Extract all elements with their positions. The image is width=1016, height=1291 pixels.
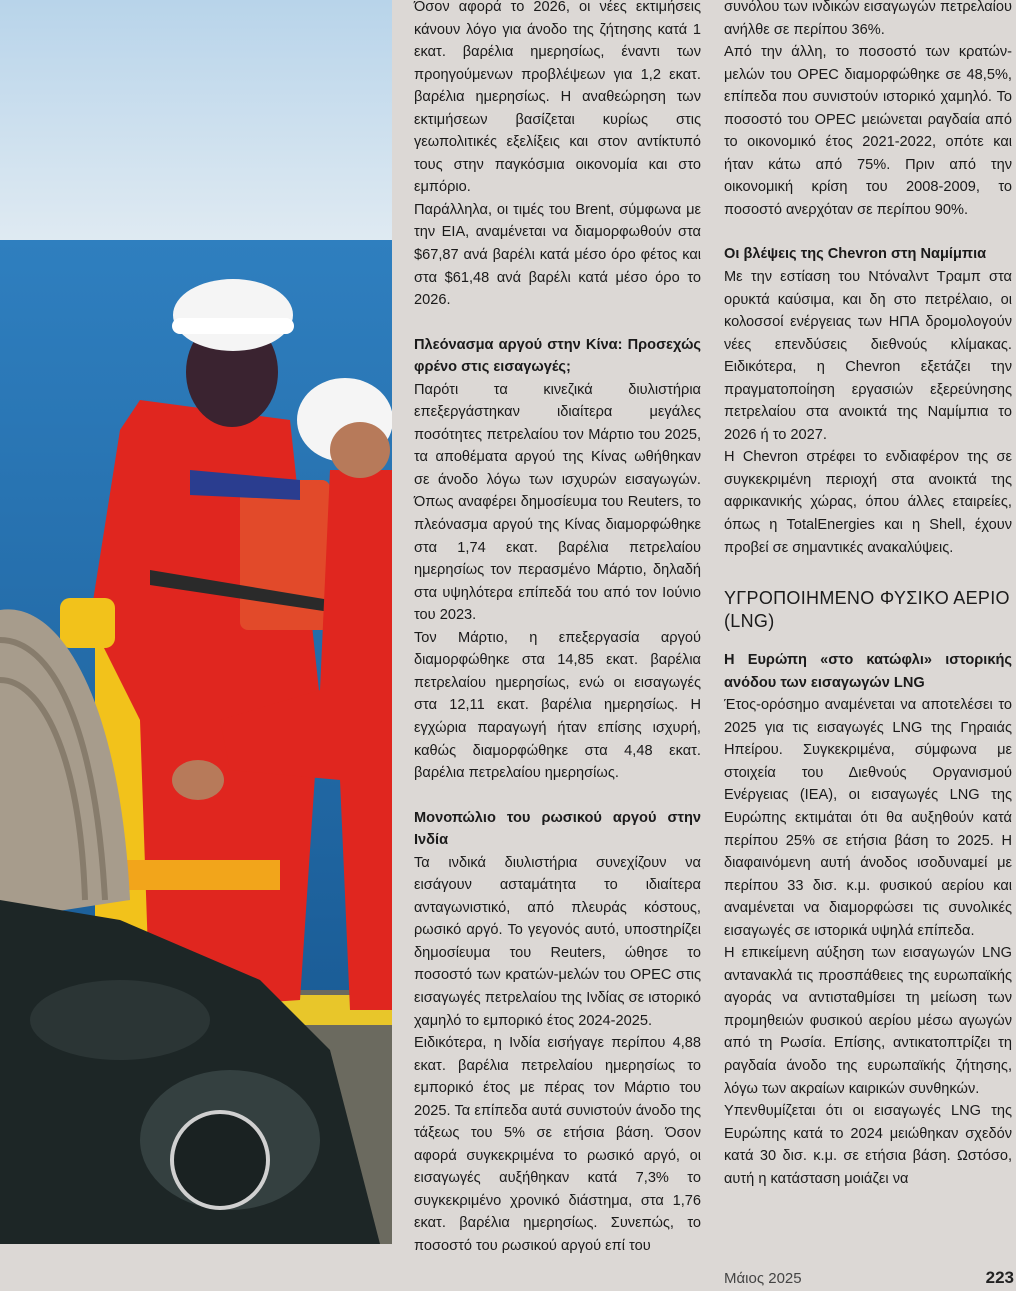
page-number: 223 xyxy=(985,1268,1014,1287)
subheading: Πλεόνασμα αργού στην Κίνα: Προσεχώς φρένο στις εισαγωγές; xyxy=(414,336,701,376)
paragraph: Η επικείμενη αύξηση των εισαγωγών LNG αντανακλά τις προσπάθειες της ευρωπαϊκής αγοράς να αντισταθμίσει τη μείωση των προμηθειών φυσικού αερίου μέσω αγωγών από τη Ρωσία. Επίσης, αντικατοπτρίζει τη ραγδαία άνοδο της ευρωπαϊκής ζήτησης, λόγω των ακραίων καιρικών συνθηκών. xyxy=(724,945,1012,1097)
paragraph: συνόλου των ινδικών εισαγωγών πετρελαίου ανήλθε σε περίπου 36%. xyxy=(724,0,1012,38)
subheading: Η Ευρώπη «στο κατώφλι» ιστορικής ανόδου των εισαγωγών LNG xyxy=(724,652,1012,691)
paragraph: Τον Μάρτιο, η επεξεργασία αργού διαμορφώθηκε στα 14,85 εκατ. βαρέλια πετρελαίου ημερησίως, ενώ οι εισαγωγές στα 12,11 εκατ. βαρέλια ημερησίως. Η εγχώρια παραγωγή ήταν επίσης ισχυρή, καθώς διαμορφώθηκε στα 4,48 εκατ. βαρέλια πετρελαίου ημερησίως. xyxy=(414,629,701,782)
paragraph: Υπενθυμίζεται ότι οι εισαγωγές LNG της Ευρώπης κατά το 2024 μειώθηκαν σχεδόν κατά 30 δισ. κ.μ. σε ετήσια βάση. Ωστόσο, αυτή η κατάσταση μοιάζει να xyxy=(724,1103,1012,1187)
paragraph: Ειδικότερα, η Ινδία εισήγαγε περίπου 4,88 εκατ. βαρέλια πετρελαίου ημερησίως το εμπορικό έτος με πέρας τον Μάρτιο του 2025. Τα επίπεδα αυτά συνιστούν άνοδο της τάξεως του 5% σε ετήσια βάση. Όσον αφορά συγκεκριμένα το ρωσικό αργό, οι εισαγωγές αυξήθηκαν κατά 7,3% το συγκεκριμένο χρονικό διάστημα, στα 1,76 εκατ. βαρέλια ημερησίως. Συνεπώς, το ποσοστό του ρωσικού αργού επί του xyxy=(414,1035,701,1254)
subheading: Μονοπώλιο του ρωσικού αργού στην Ινδία xyxy=(414,809,701,849)
subheading: Οι βλέψεις της Chevron στη Ναμίμπια xyxy=(724,246,987,263)
paragraph: Παράλληλα, οι τιμές του Brent, σύμφωνα με την EIA, αναμένεται να διαμορφωθούν στα $67,87 ανά βαρέλι κατά μέσο όρο φέτος και στα $61,48 ανά βαρέλι κατά μέσο όρο το 2026. xyxy=(414,201,701,309)
paragraph: Παρότι τα κινεζικά διυλιστήρια επεξεργάστηκαν ιδιαίτερα μεγάλες ποσότητες πετρελαίου τον Μάρτιο του 2025, τα αποθέματα αργού της Κίνας ωθήθηκαν σε άνοδο λόγω των ισχυρών εισαγωγών. Όπως αναφέρει δημοσίευμα του Reuters, το πλεόνασμα αργού της Κίνας διαμορφώθηκε στα 1,74 εκατ. βαρέλια πετρελαίου ημερησίως τον περασμένο Μάρτιο, δηλαδή στα υψηλότερα επίπεδά του από τον Ιούνιο του 2023. xyxy=(414,381,701,624)
sky xyxy=(0,0,392,240)
article-column-2 xyxy=(724,0,1012,1190)
issue-date: Μάιος 2025 xyxy=(724,1270,802,1287)
paragraph: Τα ινδικά διυλιστήρια συνεχίζουν να εισάγουν ασταμάτητα το ιδιαίτερα ανταγωνιστικό, από πλευράς κόστους, ρωσικό αργό. Το γεγονός αυτό, υποστηρίζει δημοσίευμα του Reuters, ώθησε το ποσοστό των κρατών-μελών του OPEC στις εισαγωγές πετρελαίου της Ινδίας σε ιστορικό χαμηλό το εμπορικό έτος 2024-2025. xyxy=(414,854,701,1029)
paragraph: Όσον αφορά το 2026, οι νέες εκτιμήσεις κάνουν λόγο για άνοδο της ζήτησης κατά 1 εκατ. βαρέλια ημερησίως, έναντι των προηγούμενων προβλέψεων για 1,2 εκατ. βαρέλια ημερησίως. Η αναθεώρηση των εκτιμήσεων βασίζεται κυρίως στις γεωπολιτικές εξελίξεις και στον αντίκτυπό τους στην παγκόσμια οικονομία και στο εμπόριο. xyxy=(414,0,701,196)
offshore-workers-photo xyxy=(0,0,392,1244)
paragraph: Από την άλλη, το ποσοστό των κρατών-μελών του OPEC διαμορφώθηκε σε 48,5%, επίπεδα που συνιστούν ιστορικό χαμηλό. Το ποσοστό του OPEC μειώνεται ραγδαία από το οικονομικό έτος 2021-2022, οπότε και ήταν κάτω από 75%. Πριν από την οικονομική κρίση του 2008-2009, το ποσοστό ανερχόταν σε περίπου 90%. xyxy=(724,44,1012,218)
article-column-1 xyxy=(414,0,701,1258)
paragraph: Η Chevron στρέφει το ενδιαφέρον της σε συγκεκριμένη περιοχή στα ανοικτά της αφρικανικής χώρας, όπου άλλες εταιρείες, όπως η TotalEnergies και η Shell, έχουν προβεί σε σημαντικές ανακαλύψεις. xyxy=(724,449,1012,556)
paragraph: Έτος-ορόσημο αναμένεται να αποτελέσει το 2025 για τις εισαγωγές LNG της Γηραιάς Ηπείρου. Συγκεκριμένα, σύμφωνα με στοιχεία του Διεθνούς Οργανισμού Ενέργειας (IEA), οι εισαγωγές LNG της Ευρώπης εκτιμάται ότι θα αυξηθούν κατά περίπου 25% σε ετήσια βάση το 2025. Η διαφαινόμενη αυτή άνοδος ισοδυναμεί με περίπου 33 δισ. κ.μ. φυσικού αερίου και αναμένεται να διαμορφώσει τις συνολικές εισαγωγές σε ιστορικά υψηλά επίπεδα. xyxy=(724,697,1012,939)
section-heading: ΥΓΡΟΠΟΙΗΜΕΝΟ ΦΥΣΙΚΟ ΑΕΡΙΟ (LNG) xyxy=(724,588,1010,632)
paragraph: Με την εστίαση του Ντόναλντ Τραμπ στα ορυκτά καύσιμα, και δη στο πετρέλαιο, οι κολοσσοί ενέργειας των ΗΠΑ δρομολογούν νέες επενδύσεις διεθνούς κλίμακας. Ειδικότερα, η Chevron εξετάζει την πραγματοποίηση εργασιών εξερεύνησης πετρελαίου στα ανοικτά της Ναμίμπια το 2026 ή το 2027. xyxy=(724,269,1012,443)
